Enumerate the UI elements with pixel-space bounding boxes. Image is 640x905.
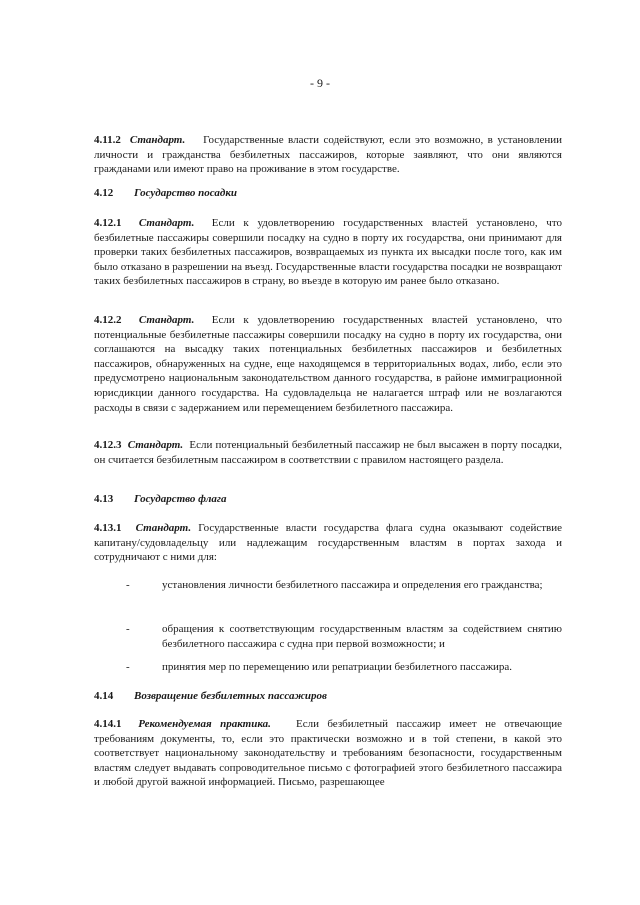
section-number: 4.12.1 (94, 217, 122, 229)
section-label: Стандарт. (127, 439, 184, 451)
list-bullet: - (126, 623, 130, 635)
section-label: Стандарт. (138, 217, 195, 229)
heading-title: Возвращение безбилетных пассажиров (134, 690, 327, 702)
section-label: Стандарт. (135, 522, 192, 534)
heading-number: 4.14 (94, 690, 114, 702)
section-number: 4.14.1 (94, 718, 122, 730)
section-number: 4.13.1 (94, 522, 122, 534)
section-number: 4.12.2 (94, 314, 122, 326)
heading-title: Государство флага (134, 493, 227, 505)
section-text: Если к удовлетворению государственных властей установлено, что безбилетные пассажиры совершили посадку на судно в порту их государства, они принимают для проверки таких безбилетных пассажиров, возвращаемых из пункта их высадки после того, как им было отказано в разрешении на въезд. Государственные власти государства посадки не возвращают таких безбилетных пассажиров в страну, во въезде в которую им ранее было отказано. (94, 217, 563, 288)
section-label: Рекомендуемая практика. (138, 718, 271, 730)
section-text: Если безбилетный пассажир имеет не отвечающие требованиям документы, то, если это практически возможно и в той степени, в какой это соответствует национальному законодательству и требованиям безопасности, государственным властям следует выдавать сопроводительное письмо с фотографией этого безбилетного пассажира и любой другой важной информацией. Письмо, разрешающее (94, 718, 562, 789)
list-bullet: - (126, 661, 130, 673)
section-4-14-1 (94, 717, 562, 790)
section-4-12-2 (94, 313, 562, 415)
section-text: Государственные власти содействуют, если это возможно, в установлении личности и гражданства безбилетных пассажиров, которые заявляют, что они являются гражданами или имеют право на проживание в этом государстве. (94, 134, 562, 176)
section-4-12-1 (94, 216, 562, 289)
section-number: 4.11.2 (94, 134, 121, 146)
section-label: Стандарт. (129, 134, 186, 146)
heading-4-13 (94, 492, 226, 507)
section-text: Если потенциальный безбилетный пассажир не был высажен в порту посадки, он считается безбилетным пассажиром в соответствии с правилом настоящего раздела. (94, 439, 563, 466)
section-4-12-3 (94, 438, 562, 467)
heading-number: 4.12 (94, 187, 114, 199)
section-number: 4.12.3 (94, 439, 122, 451)
heading-number: 4.13 (94, 493, 114, 505)
section-4-13-1 (94, 521, 562, 565)
section-text: Государственные власти государства флага судна оказывают содействие капитану/судовладельцу или надлежащим государственным властям в портах захода и сотрудничают с ними для: (94, 522, 563, 564)
list-bullet: - (126, 579, 130, 591)
section-label: Стандарт. (138, 314, 195, 326)
list-item-text: обращения к соответствующим государственным властям за содействием снятию безбилетного пассажира с судна при первой возможности; и (162, 623, 562, 650)
list-item-text: принятия мер по перемещению или репатриации безбилетного пассажира. (162, 661, 513, 673)
heading-title: Государство посадки (134, 187, 238, 199)
list-item-text: установления личности безбилетного пассажира и определения его гражданства; (162, 579, 543, 591)
section-4-11-2 (94, 133, 562, 177)
section-text: Если к удовлетворению государственных властей установлено, что потенциальные безбилетные пассажиры совершили посадку на судно в порту их государства, они соглашаются на высадку таких потенциальных безбилетных пассажиров и безбилетных пассажиров, обнаруженных на судне, еще находящемся в территориальных водах, либо, если это предусмотрено национальным законодательством данного государства, в районе иммиграционной юрисдикции данного государства. На судовладельца не налагается штраф или не возлагаются расходы в связи с задержанием или перемещением безбилетного пассажира. (94, 314, 563, 414)
heading-4-14 (94, 689, 327, 704)
page-number: - 9 - (310, 76, 330, 90)
heading-4-12 (94, 186, 237, 201)
